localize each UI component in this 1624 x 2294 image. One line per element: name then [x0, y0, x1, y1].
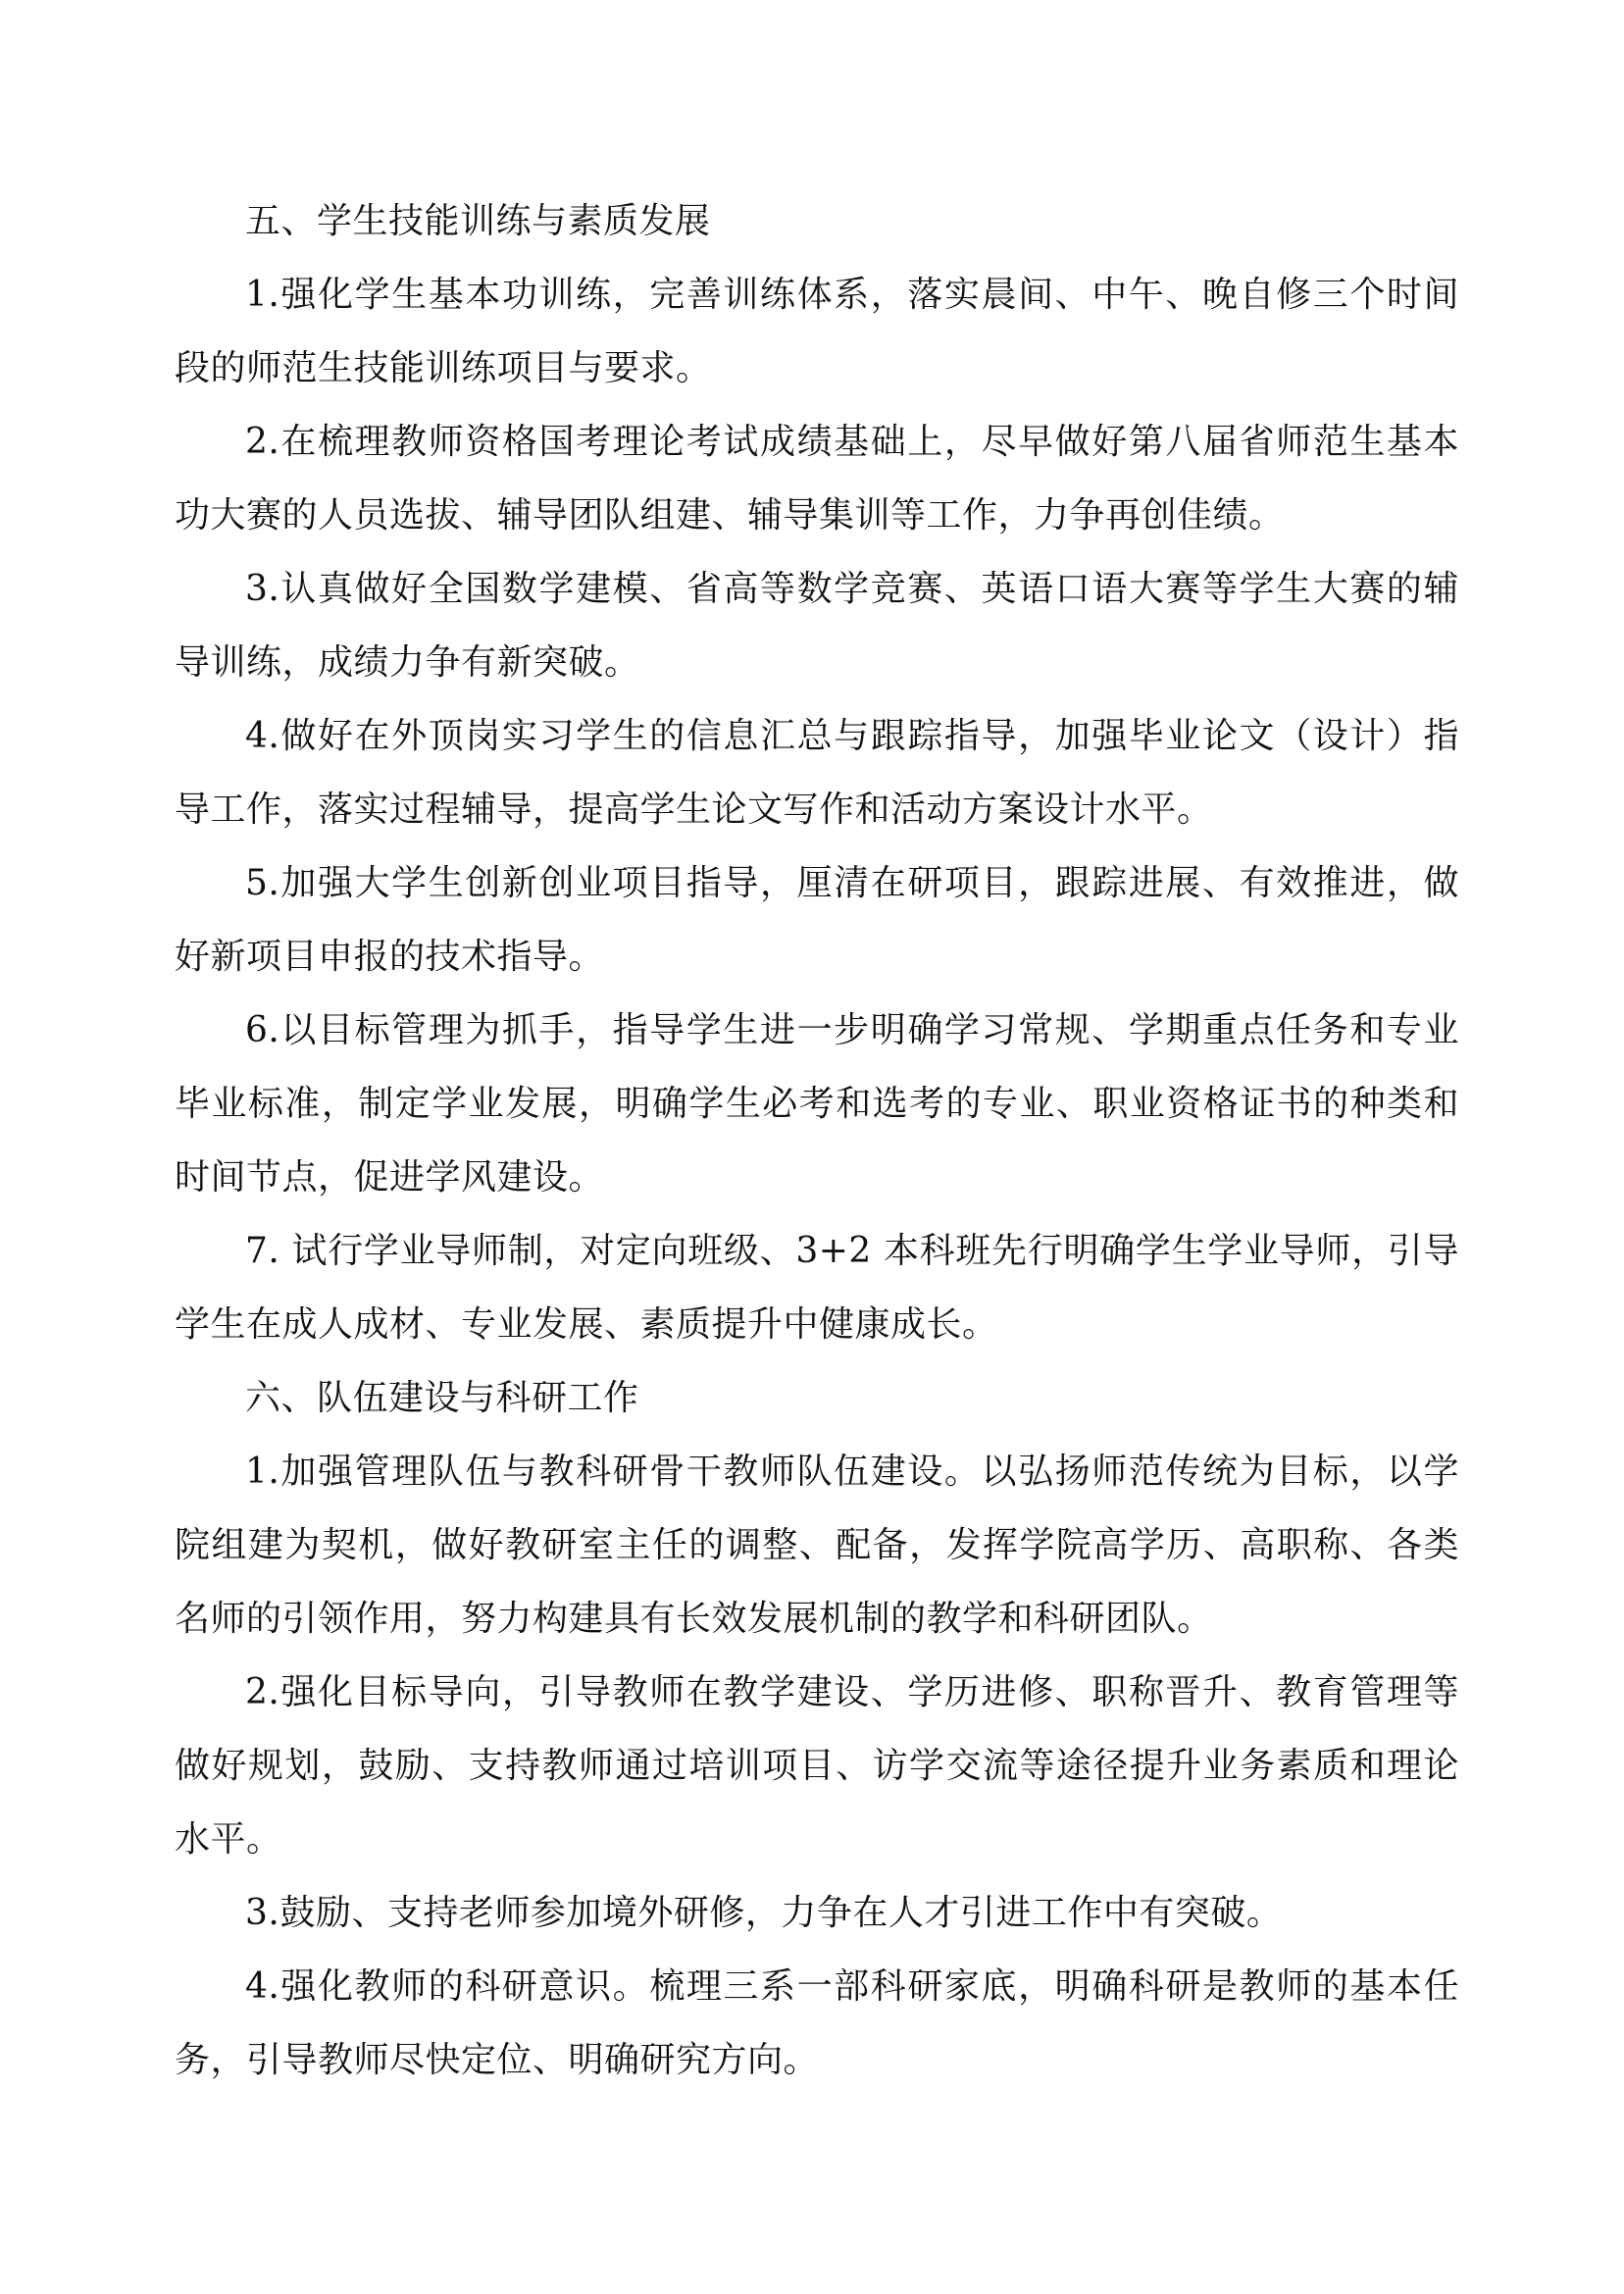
- section-5-item-6: 6.以目标管理为抓手，指导学生进一步明确学习常规、学期重点任务和专业毕业标准，制定学业发展，明确学生必考和选考的专业、职业资格证书的种类和时间节点，促进学风建设。: [175, 1010, 1459, 1198]
- section-5-item-5: 5.加强大学生创新创业项目指导，厘清在研项目，跟踪进展、有效推进，做好新项目申报的技术指导。: [175, 863, 1459, 977]
- section-5-item-7: 7. 试行学业导师制，对定向班级、3+2 本科班先行明确学生学业导师，引导学生在成人成材、专业发展、素质提升中健康成长。: [175, 1231, 1459, 1345]
- section-5-item-4: 4.做好在外顶岗实习学生的信息汇总与跟踪指导，加强毕业论文（设计）指导工作，落实过程辅导，提高学生论文写作和活动方案设计水平。: [175, 716, 1459, 830]
- section-heading-5: 五、学生技能训练与素质发展: [245, 201, 711, 241]
- section-5-item-1: 1.强化学生基本功训练，完善训练体系，落实晨间、中午、晚自修三个时间段的师范生技能训练项目与要求。: [175, 275, 1459, 388]
- section-6-item-1: 1.加强管理队伍与教科研骨干教师队伍建设。以弘扬师范传统为目标，以学院组建为契机，做好教研室主任的调整、配备，发挥学院高学历、高职称、各类名师的引领作用，努力构建具有长效发展机制的教学和科研团队。: [175, 1452, 1459, 1639]
- section-5-item-2: 2.在梳理教师资格国考理论考试成绩基础上，尽早做好第八届省师范生基本功大赛的人员选拔、辅导团队组建、辅导集训等工作，力争再创佳绩。: [175, 422, 1459, 535]
- section-5-item-3: 3.认真做好全国数学建模、省高等数学竞赛、英语口语大赛等学生大赛的辅导训练，成绩力争有新突破。: [175, 569, 1459, 683]
- section-6-item-3: 3.鼓励、支持老师参加境外研修，力争在人才引进工作中有突破。: [245, 1893, 1283, 1933]
- section-heading-6: 六、队伍建设与科研工作: [245, 1378, 639, 1418]
- section-6-item-2: 2.强化目标导向，引导教师在教学建设、学历进修、职称晋升、教育管理等做好规划，鼓励、支持教师通过培训项目、访学交流等途径提升业务素质和理论水平。: [175, 1672, 1459, 1860]
- document-body: [175, 184, 1459, 2097]
- section-6-item-4: 4.强化教师的科研意识。梳理三系一部科研家底，明确科研是教师的基本任务，引导教师尽快定位、明确研究方向。: [175, 1966, 1459, 2080]
